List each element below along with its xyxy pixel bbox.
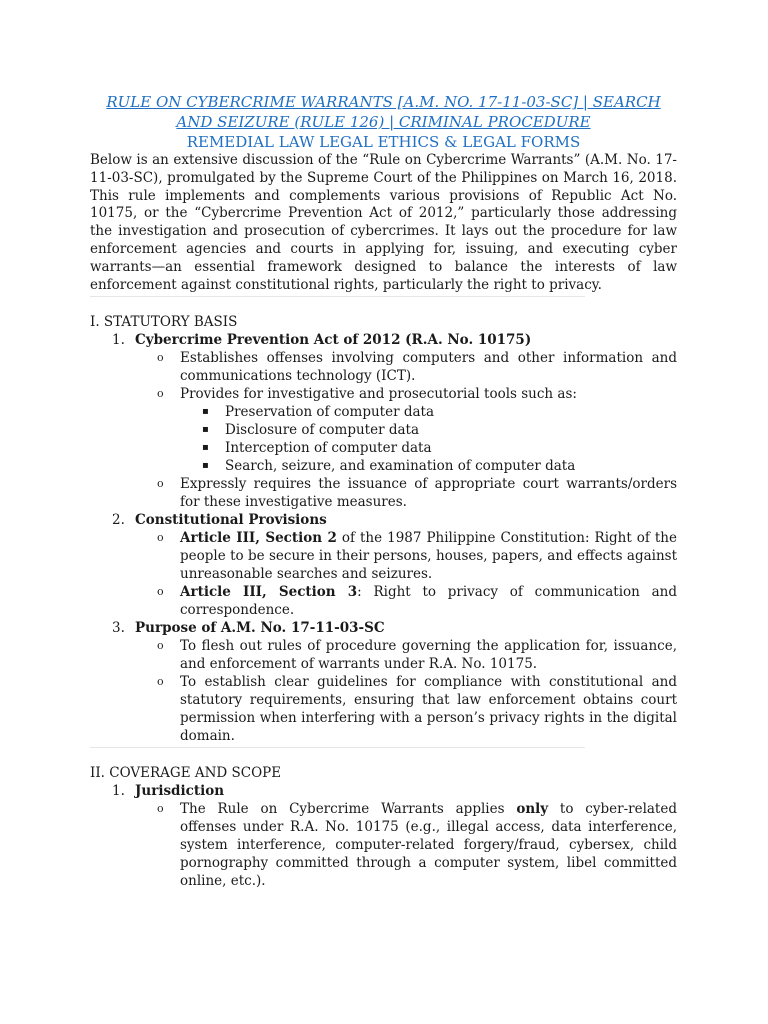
list-item [90,331,677,511]
square-bullet-item [180,439,677,457]
bullet-item [135,800,677,890]
bullet-item [135,583,677,619]
bullet-bold-text: Article III, Section 2 [180,530,337,547]
sub-list [135,637,677,745]
title-link-line2: AND SEIZURE (RULE 126) | CRIMINAL PROCEDURE [176,113,591,131]
bullet-text: Disclosure of computer data [225,422,419,439]
divider [90,296,585,297]
document-title [90,92,677,152]
sub-sub-list [180,403,677,475]
section2-list [90,782,677,890]
bullet-bold-text: only [516,801,549,818]
square-bullet-item [180,421,677,439]
title-subline: REMEDIAL LAW LEGAL ETHICS & LEGAL FORMS [186,133,581,151]
section-heading-coverage-scope: II. COVERAGE AND SCOPE [90,765,282,782]
bullet-marker: o [157,387,164,401]
bullet-text: : Right to privacy of communication and correspondence. [180,584,677,619]
item-heading: Purpose of A.M. No. 17-11-03-SC [135,620,385,637]
bullet-text: The Rule on Cybercrime Warrants applies [180,801,517,818]
bullet-bold-text: Article III, Section 3 [180,584,358,601]
bullet-text: Establishes offenses involving computers and other information and communications technology (ICT). [180,350,677,385]
sub-list [135,349,677,511]
item-heading: Cybercrime Prevention Act of 2012 (R.A. No. 10175) [135,332,532,349]
bullet-item [135,385,677,475]
bullet-text: Preservation of computer data [225,404,434,421]
bullet-text: Interception of computer data [225,440,432,457]
bullet-item [135,349,677,385]
list-item [90,511,677,619]
item-number: 1. [112,332,125,349]
bullet-item [135,529,677,583]
item-heading: Constitutional Provisions [135,512,327,529]
square-bullet-item [180,457,677,475]
item-number: 3. [112,620,125,637]
square-bullet-marker: ▪ [202,460,209,472]
square-bullet-marker: ▪ [202,424,209,436]
bullet-marker: o [157,639,164,653]
bullet-marker: o [157,585,164,599]
item-number: 1. [112,783,125,800]
bullet-text: To flesh out rules of procedure governing the application for, issuance, and enforcement of warrants under R.A. No. 10175. [180,638,677,673]
bullet-text: to cyber-related offenses under R.A. No. 10175 (e.g., illegal access, data interference, system interference, computer-related forgery/fraud, cybersex, child pornography committed through a computer system, libel committed online, etc.). [180,801,677,890]
list-item [90,782,677,890]
square-bullet-marker: ▪ [202,442,209,454]
bullet-marker: o [157,351,164,365]
square-bullet-item [180,403,677,421]
square-bullet-marker: ▪ [202,406,209,418]
bullet-text: To establish clear guidelines for compliance with constitutional and statutory requirements, ensuring that law enforcement obtains court permission when interfering with a person’s privacy rights in the digital domain. [180,674,677,745]
sub-list [135,800,677,890]
bullet-item [135,637,677,673]
section1-list [90,331,677,745]
sub-list [135,529,677,619]
document-page [90,92,677,890]
title-link-line1: RULE ON CYBERCRIME WARRANTS [A.M. NO. 17-11-03-SC] | SEARCH [106,93,661,111]
bullet-item [135,475,677,511]
bullet-text: of the 1987 Philippine Constitution: Right of the people to be secure in their persons, houses, papers, and effects against unreasonable searches and seizures. [180,530,677,583]
bullet-text: Expressly requires the issuance of appropriate court warrants/orders for these investigative measures. [180,476,677,511]
bullet-text: Provides for investigative and prosecutorial tools such as: [180,386,577,403]
bullet-marker: o [157,675,164,689]
bullet-marker: o [157,802,164,816]
divider [90,747,585,748]
bullet-item [135,673,677,745]
section-heading-statutory-basis: I. STATUTORY BASIS [90,314,238,331]
bullet-marker: o [157,477,164,491]
title-link[interactable] [106,93,660,131]
list-item [90,619,677,745]
bullet-text: Search, seizure, and examination of computer data [225,458,576,475]
bullet-marker: o [157,531,164,545]
item-heading: Jurisdiction [135,783,225,800]
intro-paragraph: Below is an extensive discussion of the “Rule on Cybercrime Warrants” (A.M. No. 17-11-03-SC), promulgated by the Supreme Court of the Philippines on March 16, 2018. This rule implements and complements various provisions of Republic Act No. 10175, or the “Cybercrime Prevention Act of 2012,” particularly those addressing the investigation and prosecution of cybercrimes. It lays out the procedure for law enforcement agencies and courts in applying for, issuing, and executing cyber warrants—an essential framework designed to balance the interests of law enforcement against constitutional rights, particularly the right to privacy. [90,152,677,293]
item-number: 2. [112,512,125,529]
